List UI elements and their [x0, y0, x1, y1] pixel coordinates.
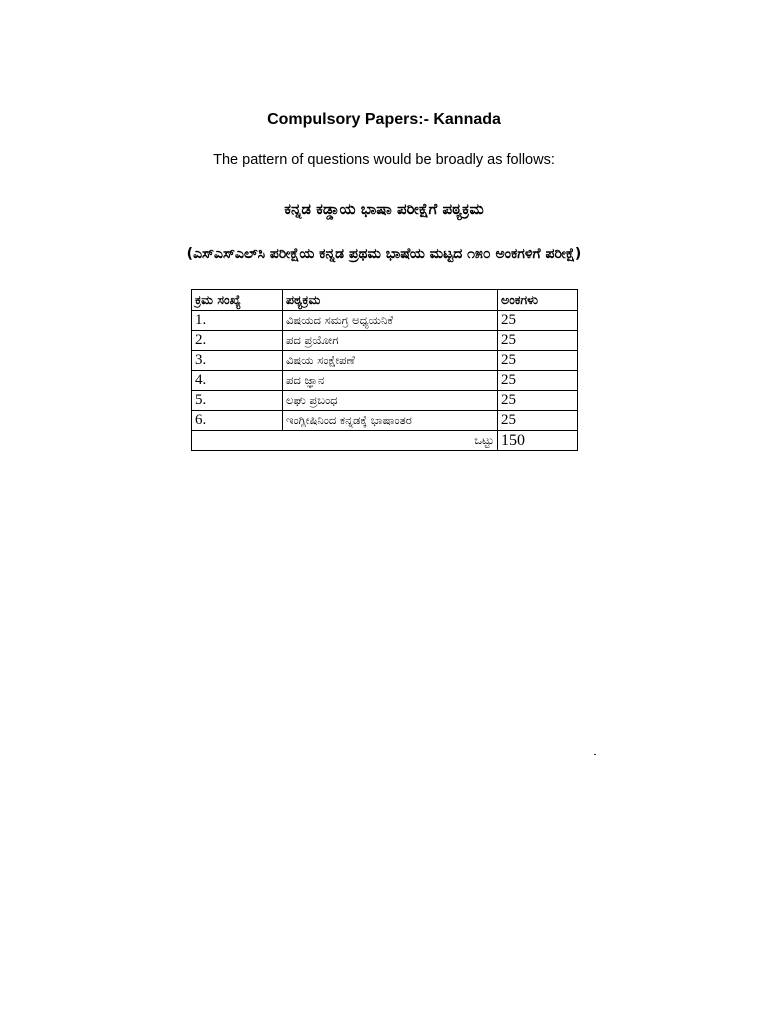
total-label: ಒಟ್ಟು [192, 431, 498, 451]
row-marks: 25 [498, 391, 578, 411]
row-number: 6. [192, 411, 283, 431]
row-number: 4. [192, 371, 283, 391]
table-row [192, 311, 578, 331]
row-subject: ಇಂಗ್ಲೀಷಿನಿಂದ ಕನ್ನಡಕ್ಕೆ ಭಾಷಾಂತರ [283, 411, 498, 431]
row-marks: 25 [498, 331, 578, 351]
header-serial-number: ಕ್ರಮ ಸಂಖ್ಯೆ [192, 290, 283, 311]
table-row [192, 351, 578, 371]
row-subject: ವಿಷಯದ ಸಮಗ್ರ ಅಧ್ಯಯನಿಕೆ [283, 311, 498, 331]
row-marks: 25 [498, 311, 578, 331]
header-subject: ಪಠ್ಯಕ್ರಮ [283, 290, 498, 311]
header-marks: ಅಂಕಗಳು [498, 290, 578, 311]
row-marks: 25 [498, 371, 578, 391]
table-header-row [192, 290, 578, 311]
table-row [192, 331, 578, 351]
intro-text: The pattern of questions would be broadly as follows: [213, 152, 555, 168]
row-subject: ಲಘು ಪ್ರಬಂಧ [283, 391, 498, 411]
row-subject: ಪದ ಜ್ಞಾನ [283, 371, 498, 391]
row-number: 1. [192, 311, 283, 331]
row-marks: 25 [498, 411, 578, 431]
table-row [192, 371, 578, 391]
row-number: 2. [192, 331, 283, 351]
row-number: 5. [192, 391, 283, 411]
kannada-subheading: (ಎಸ್‌ಎಸ್‌ಎಲ್‌ಸಿ ಪರೀಕ್ಷೆಯ ಕನ್ನಡ ಪ್ರಥಮ ಭಾಷೆಯ ಮಟ್ಟದ ೧೫೦ ಅಂಕಗಳಿಗೆ ಪರೀಕ್ಷೆ) [186, 246, 582, 262]
row-subject: ಪದ ಪ್ರಯೋಗ [283, 331, 498, 351]
total-row [192, 431, 578, 451]
syllabus-table [191, 289, 578, 451]
kannada-heading: ಕನ್ನಡ ಕಡ್ಡಾಯ ಭಾಷಾ ಪರೀಕ್ಷೆಗೆ ಪಠ್ಯಕ್ರಮ [284, 200, 484, 218]
table-row [192, 411, 578, 431]
row-marks: 25 [498, 351, 578, 371]
table-row [192, 391, 578, 411]
row-subject: ವಿಷಯ ಸಂಕ್ಷೇಪಣೆ [283, 351, 498, 371]
page-title: Compulsory Papers:- Kannada [267, 111, 501, 128]
row-number: 3. [192, 351, 283, 371]
total-value: 150 [498, 431, 578, 451]
stray-mark [594, 754, 596, 755]
